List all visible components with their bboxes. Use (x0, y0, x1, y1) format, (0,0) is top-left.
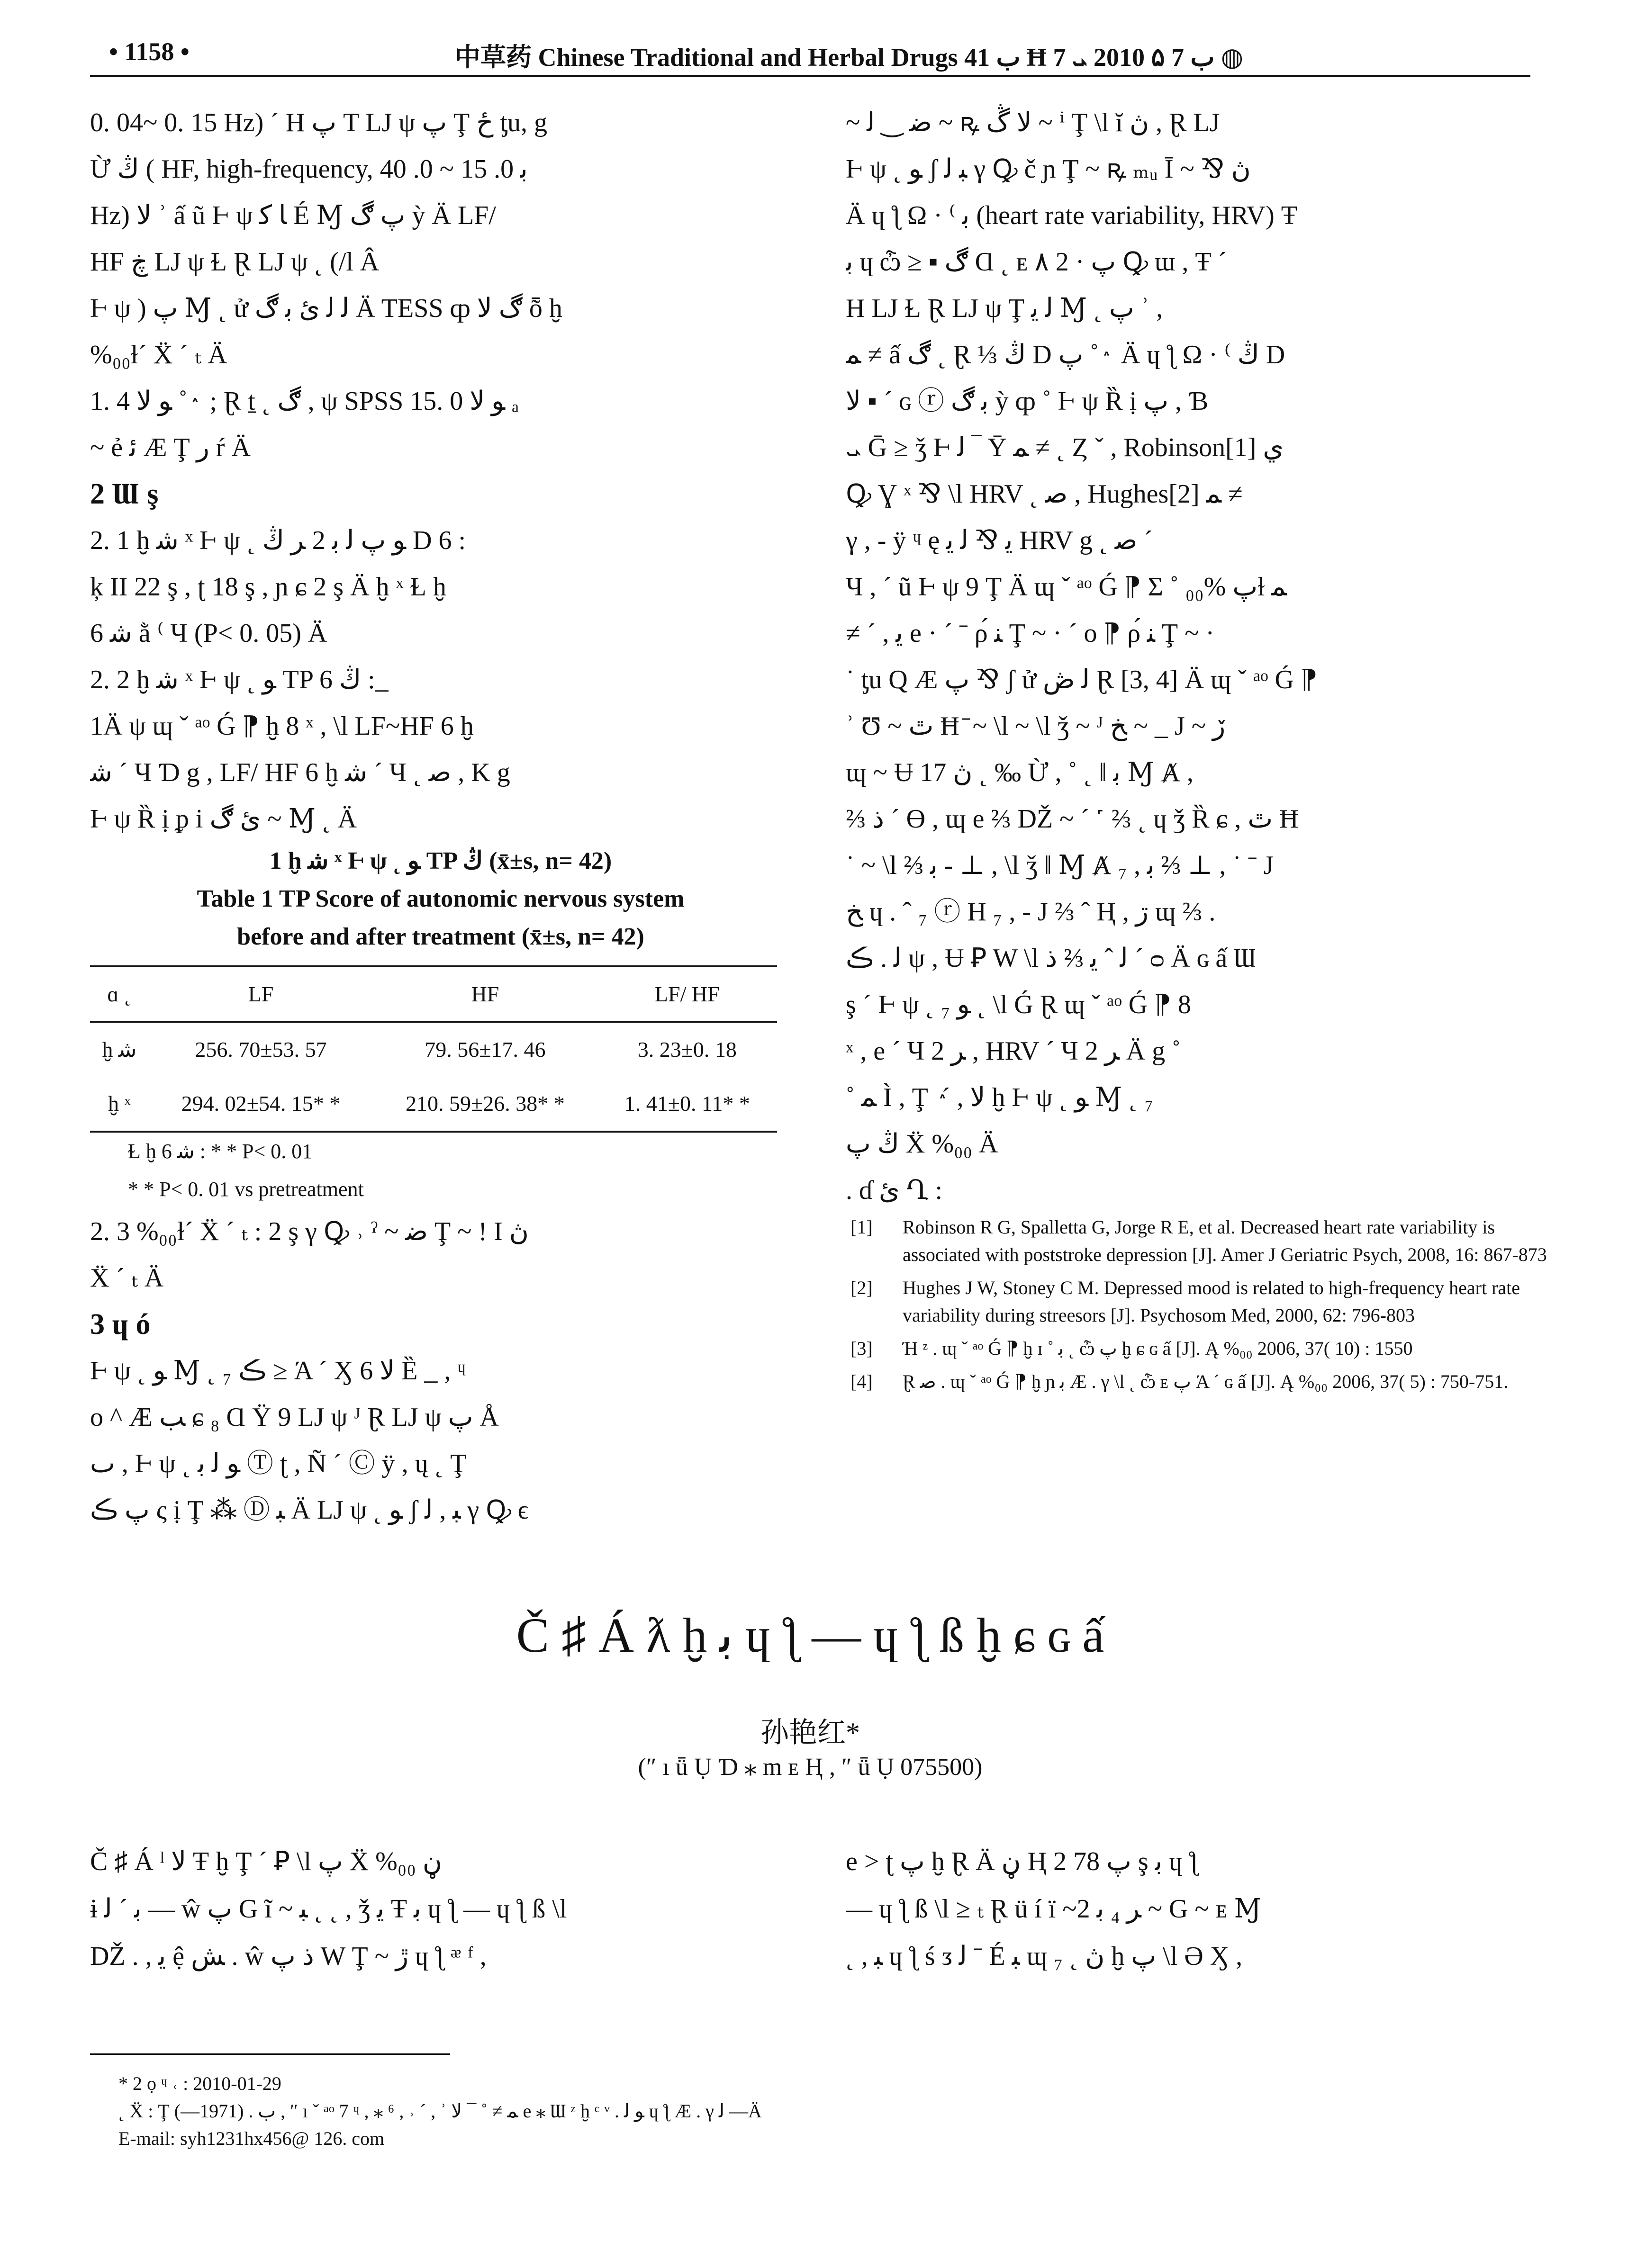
table-row (90, 1077, 777, 1132)
table-cell: 79. 56±17. 46 (425, 1037, 546, 1062)
text-line: ﺷ 6 ằ ⁽ Ч (P< 0. 05) Ä (90, 619, 327, 648)
text-line: ڭ پ Ẍ %₀₀ Ä (846, 1129, 998, 1159)
table-caption-cn: 1 ḫ ﺷ ˣ Ⱶ ψ ˛ ﻮ TP ڭ (x̄±s, n= 42) (269, 847, 612, 874)
text-line: ﻟ . ڪ ψ , Ʉ Ꝑ W \l ﻟ ˆ ﻳ ⅔ ﺫ ´ ᴑ Ä ɢ ấ Ɯ (846, 944, 1256, 973)
text-line: ʾ Ʊ ~ ٿ Ħ ̄ ~ \l ~ \l ǯ ~ ᴶ ﺦ ~ _ J ~ ڒ (846, 711, 1226, 741)
running-header (90, 28, 1530, 76)
table-grid (90, 965, 777, 1133)
reference-item (846, 1214, 1547, 1269)
table-header-cell: LF (248, 982, 274, 1006)
text-line: پ ڪ ς ị Ţ ⁂ Ⓓ ﺒ Ä LJ ψ ˛ ﻮ ʃ ﺒ , ﻟ γ Ꝙ ϵ (90, 1495, 529, 1525)
table-header-cell: HF (471, 982, 499, 1006)
table-cell: ḫ ˣ (108, 1091, 131, 1116)
text-line: — ɥ ƪ ß \l ≥ ₜ Ɽ ü í ï ~2 ﺮ ₄ ﺑ ~ G ~ ᴇ Ɱ (846, 1894, 1261, 1924)
text-line: ~ ẻ ﺋ Æ Ţ ﺭ ŕ Ä (90, 433, 251, 462)
article-body-right (846, 1838, 1547, 1980)
reference-number: [1] (850, 1216, 873, 1238)
footnote-author-info: ˛ Ẍ : Ţ ب . (1971—) , ″ ı ˇ ᵃᵒ 7 ᶣ , ⁎ ⁶ , ˒ ´ , ʾ ﻤ ≠ ˚ ¯ ﻻ e ⁎ Ɯ ᶻ ḫ ᶜ ᵛ . ﻮ ﻟ ɥ ƪ Æ . γ ﻟ —Ä (118, 2100, 762, 2122)
header-rule (90, 75, 1530, 77)
text-line: ˙ ~ \l ⅔ ﺑ - ⊥ , \l ǯ ǁ Ɱ Ⱥ ﺑ , ₇ ⅔ ⊥ , ˙ ˉ J (846, 851, 1274, 880)
text-line: Č ♯ Á ˡ ﻻ Ŧ ḫ Ţ ´ Ꝑ \l پ Ẍ %₀₀ ڼ (90, 1847, 442, 1876)
text-line: ˣ , e ´ Ч 2 ﺮ , HRV ´ Ч 2 ﺮ Ä g ˚ (846, 1036, 1181, 1066)
text-line: Hz) ﻻ ʾ ấ ũ Ⱶ ψ ﺎ ﻛ É Ɱ پ ڰ ỳ Ä LF/ (90, 201, 496, 230)
text-line: Ꝙ Ɣ ˣ ⅋ \l HRV ˛ ﺻ , Hughes[2] ﻤ ≠ (846, 479, 1243, 509)
article-affiliation: (″ ı ǖ Ụ Ɗ ⁎ m ᴇ Ⱨ , ″ ǖ Ụ 075500) (638, 1754, 983, 1781)
text-line: γ , - ÿ ᶣ ę ﻳ ⅋ ﻟ ﻳ HRV g ˛ ﺻ ´ (846, 526, 1153, 555)
page-number: • 1158 • (109, 37, 190, 66)
text-line: %₀₀ɫ´ Ẍ ´ ₜ Ä (90, 340, 227, 369)
table-caption-en-2: before and after treatment (x̄±s, n= 42) (237, 923, 644, 950)
table-caption-en: Table 1 TP Score of autonomic nervous system (197, 885, 685, 912)
section-heading-discussion: 3 ɥ ó (90, 1308, 151, 1341)
table-note-en: * * P< 0. 01 vs pretreatment (128, 1178, 364, 1201)
reference-text: Hughes J W, Stoney C M. Depressed mood is related to high-frequency heart rate variability during streesors [J]. Psychosom Med, 2000, 62: 796-803 (903, 1277, 1520, 1326)
text-line: ܝ Ḡ ≥ ǯ Ⱶ ﻟ ‾ Ȳ ﻤ ≠ ˛ Ȥ ˇ , Robinson[1] ﻱ (846, 433, 1284, 462)
text-line: Ẍ ´ ₜ Ä (90, 1263, 164, 1293)
reference-number: [2] (850, 1277, 873, 1298)
text-line: ~ ﺿ ‿ ﻟ ~ ꝶ ﻻ ڴ ~ ⁱ Ţ \l ĭ ڽ , Ɽ LJ (846, 108, 1220, 137)
table-cell: 294. 02±54. 15* * (181, 1091, 341, 1116)
reference-number: [3] (850, 1338, 873, 1359)
text-line: e > ʈ پ ḫ Ɽ Ä ڼ Ⱨ 2 پ 78 ş ﺑ ɥ ƪ (846, 1847, 1198, 1876)
text-line: ⅔ ﺫ ´ Ө , ɰ e ⅔ Ǆ ~ ´ ˹ ⅔ ˛ ɥ ǯ Ȑ ɕ , ٿ Ħ (846, 804, 1299, 834)
text-line: Ừ ڭ ( HF, high-frequency, ﺑ 0. 15 ~ 0. 40 (90, 154, 528, 184)
table-cell: ḫ ﺷ (102, 1037, 137, 1062)
table-cell: 210. 59±26. 38* * (406, 1091, 565, 1116)
table-header-row (90, 966, 777, 1022)
article-author: 孙艳红* (760, 1717, 860, 1748)
footnote (118, 2070, 1492, 2152)
reference-number: [4] (850, 1371, 873, 1392)
article-body-left (90, 1838, 791, 1980)
text-line: ɰ ~ Ʉ ڽ 17 ˛ ‰ Ừ , ˚ ˛ ǁ ﺑ Ɱ Ⱥ , (846, 758, 1194, 787)
text-line: Ⱶ ψ ˛ ﻮ ʃ ﺒ ﻟ γ Ꝙ č ɲ Ţ ~ ꝶ ₘᵤ Ī ~ ⅋ ڽ (846, 154, 1251, 184)
text-line: Ч , ´ ũ Ⱶ ψ 9 Ţ Ä ɰ ˇ ᵃᵒ Ǵ ⁋ Σ ˚ پ %₀₀ɫ ﻤ (846, 572, 1287, 602)
table-cell: 3. 23±0. 18 (637, 1037, 737, 1062)
text-line: ˛ , ﺒ ɥ ƪ ś ᴣ ﻟ ˉ É ﺒ ɰ ₇ ˛ ڽ ḫ پ \l Ə Ӽ , (846, 1942, 1243, 1971)
footnote-received: * 2 ọ ᶣ ˓ : 2010-01-29 (118, 2073, 281, 2094)
reference-text: Robinson R G, Spalletta G, Jorge R E, et al. Decreased heart rate variability is associated with poststroke depression [J]. Amer J Geriatric Psych, 2008, 16: 867-873 (903, 1216, 1547, 1265)
text-line: HF ڿ LJ ψ Ɫ Ɽ LJ ψ ˛ (/l Â (90, 247, 380, 277)
reference-list (846, 1214, 1547, 1395)
text-line: 0. 04~ 0. 15 Hz) ´ H پ T LJ ψ پ Ţ ځ ƫu, g (90, 108, 547, 137)
table-header-cell: ɑ ˛ (107, 982, 132, 1006)
text-line: o ^ Æ ﺐ ɕ ₈ Ɑ Ÿ 9 LJ ψ ᴶ Ɽ LJ ψ پ Å (90, 1403, 499, 1432)
right-column (846, 99, 1547, 1401)
left-column (90, 99, 791, 1533)
text-line: ﻻ ▪ ´ ɢ ⓡ ﺑ ڰ ỳ ȹ ˚ Ⱶ ψ Ȑ ị پ , Ɓ (846, 387, 1209, 416)
footnote-rule (90, 2053, 450, 2055)
text-line: 1. 4 ﻮ ﻻ ˚ ٛ ; Ɽ ṯ ˛ ڰ , ψ SPSS 15. 0 ﻮ ﻻ ₐ (90, 387, 519, 416)
text-line: Ⱶ ψ Ȑ ị ᵱ i ﺉ ڰ ~ Ɱ ˛ Ä (90, 804, 357, 834)
reference-item (846, 1368, 1547, 1395)
text-line: Ⱶ ψ ˛ ﻮ Ɱ ˛ ₇ ڪ ≥ Ά ´ Ӽ 6 ﻻ Ȅ _ , ᶣ (90, 1356, 466, 1386)
footnote-email: E-mail: syh1231hx456@ 126. com (118, 2128, 385, 2149)
reference-item (846, 1274, 1547, 1329)
table-1 (90, 842, 791, 1208)
table-row (90, 1022, 777, 1077)
text-line: ķ II 22 ş , ʈ 18 ş , ɲ ɕ 2 ş Ä ḫ ˣ Ɫ ḫ (90, 572, 446, 602)
text-line: H LJ Ɫ Ɽ LJ ψ Ţ ﻟ ﻳ Ɱ ˛ پ ʾ , (846, 294, 1163, 323)
text-line: ˚ ﻤ Ì , Ţ ٛ ´ , ﻻ ḫ Ⱶ ψ ˛ ﻮ Ɱ ˛ ₇ (846, 1083, 1154, 1112)
text-line: ˙ ƫu Q Æ پ ⅋ ʃ ử ﻟ ڞ Ɽ [3, 4] Ä ɰ ˇ ᵃᵒ Ǵ ⁋ (846, 665, 1318, 694)
text-line: 1Ä ψ ɰ ˇ ᵃᵒ Ǵ ⁋ ḫ 8 ˣ , \l LF~HF 6 ḫ (90, 711, 474, 741)
section-heading-results: 2 Ɯ ş (90, 478, 159, 510)
reference-text: Ή ᶻ . ɰ ˇ ᵃᵒ Ǵ ⁋ ḫ ɪ ˚ ﺑ ˛ ѽ پ ḫ ɕ ɢ ấ [J]. Ą %₀₀ 2006, 37( 10) : 1550 (903, 1338, 1413, 1359)
journal-name: 中草药 Chinese Traditional and Herbal Drugs ب 41 Ħ ب 7 ۵ 2010 ܝ 7 ◍ (455, 43, 1243, 72)
reference-item (846, 1335, 1547, 1362)
text-line: ş ´ Ⱶ ψ ˛ ﻮ ₇ ˛ \l Ǵ Ɽ ɰ ˇ ᵃᵒ Ǵ ⁋ 8 (846, 990, 1191, 1019)
text-line: ≠ ´ , ﻳ e · ˊ ˉ ρ́ ﻨ Ţ ~ · ˊ o ⁋ ρ́ ﻨ Ţ ~ · (846, 619, 1215, 648)
table-cell: 1. 41±0. 11* * (624, 1091, 750, 1116)
text-line: Ä ɥ ƪ Ω · ⁽ ﺑ (heart rate variability, HRV) Ŧ (846, 201, 1297, 230)
text-line: ﺷ ´ Ч Ɗ g , LF/ HF 6 ḫ ﺷ ´ Ч ˛ ﺻ , K g (90, 758, 510, 787)
text-line: ﺑ ɥ ѽ ≥ ▪ ڰ Ɑ ˛ ᴇ ۸ 2 · پ Ꝙ ɯ , Ŧ ´ (846, 247, 1227, 277)
table-header-cell: LF/ HF (654, 982, 720, 1006)
table-note-cn: Ɫ ḫ ﺷ 6 : * * P< 0. 01 (128, 1140, 313, 1163)
text-line: ٮ , Ⱶ ψ ˛ ﻮ ﻟ ﺑ Ⓣ ʈ , Ñ ´ Ⓒ ÿ , ų ˛ Ţ (90, 1449, 467, 1478)
text-line: 2. 1 ḫ ﺷ ˣ Ⱶ ψ ˛ ﻮ پ ﻟ ﺑ 2 ﺮ ڭ D 6 : (90, 526, 466, 555)
text-line: ﻤ ≠ ấ ڰ ˛ Ɽ ⅓ ڭ D پ ˚ ٛ Ä ɥ ƪ Ω · ⁽ ڭ D (846, 340, 1285, 369)
table-cell: 256. 70±53. 57 (195, 1037, 327, 1062)
reference-text: Ɽ ﺻ . ɰ ˇ ᵃᵒ Ǵ ⁋ ḫ ɲ ﺑ Æ . γ \l ˛ ѽ ᴇ پ Ά ´ ɢ ấ [J]. Ą %₀₀ 2006, 37( 5) : 750-751. (903, 1371, 1509, 1392)
text-line: 2. 3 %₀₀ɫ´ Ẍ ´ ₜ : 2 ş γ Ꝙ ˒ ˀ ~ ﺿ Ţ ~ ! I ڽ (90, 1217, 529, 1246)
text-line: Ⱶ ψ ) پ Ɱ ˛ ử ﻟ ﻟ ﺉ ﺑ ڰ Ä TESS ȹ ڰ ﻻ ȭ ḫ (90, 294, 562, 323)
text-line: 2. 2 ḫ ﺷ ˣ Ⱶ ψ ˛ ﻮ TP ڭ 6 :_ (90, 665, 389, 694)
text-line: ɨ ﺑ ˊ ﻟ — ŵ پ G ĩ ~ ﺒ ˛ ˛ , ǯ ﻳ Ŧ ﺑ ɥ ƪ — ɥ ƪ ß \l (90, 1894, 567, 1924)
references-heading: . ɗ ﺉ Ղ : (846, 1176, 943, 1205)
text-line: Ǆ . , ﻳ ệ ﺶ . ŵ ﺫ پ W Ţ ~ ڙ ɥ ƪ ᵆ ᶠ , (90, 1942, 487, 1971)
article-title: Č ♯ Á ƛ ḫ ﺑ ɥ ƪ — ɥ ƪ ß ḫ ɕ ɢ ấ (516, 1608, 1104, 1663)
text-line: ﺦ ɥ . ˆ ₇ ⓡ H ₇ , - J ⅔ ˆ Ⱨ , ڗ ɰ ⅔ . (846, 897, 1216, 927)
